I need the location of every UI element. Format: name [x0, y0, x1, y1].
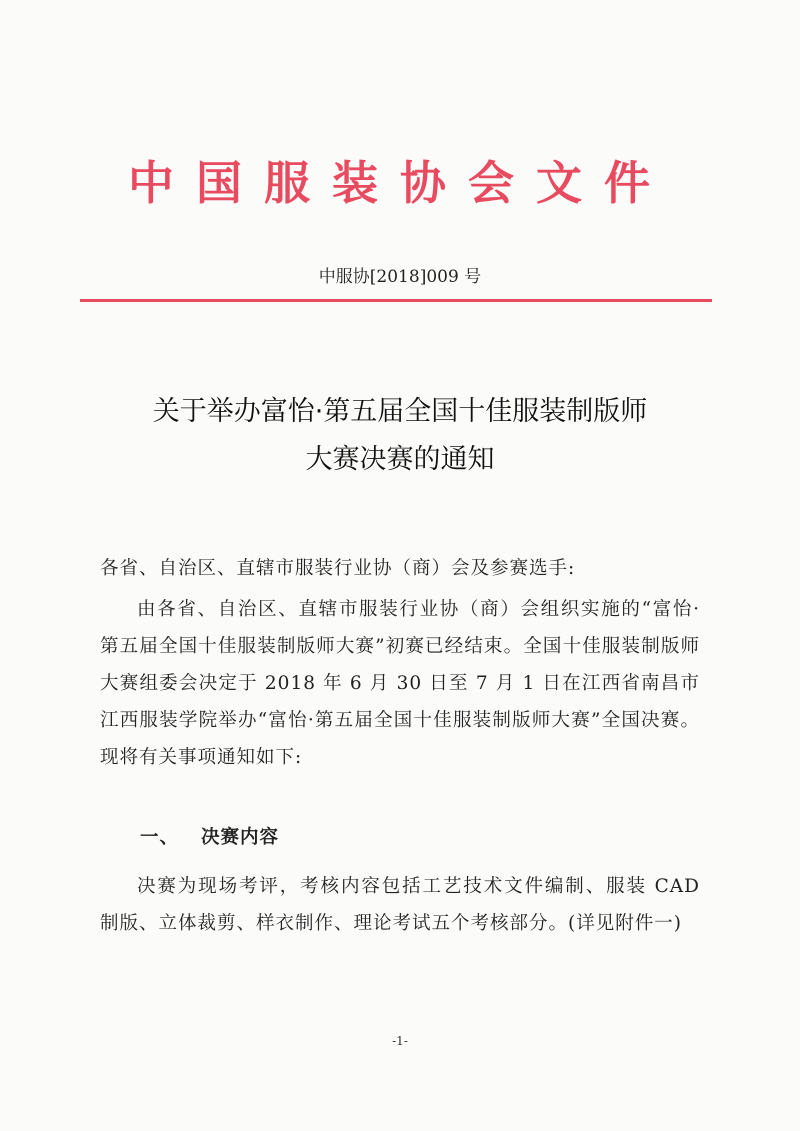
- document-number: 中服协[2018]009 号: [318, 267, 482, 287]
- notice-title: [100, 388, 700, 484]
- page-number: -1-: [392, 1034, 408, 1048]
- notice-body: [100, 550, 700, 942]
- addressee-line: 各省、自治区、直辖市服装行业协（商）会及参赛选手:: [100, 558, 576, 579]
- intro-paragraph: 由各省、自治区、直辖市服装行业协（商）会组织实施的“富怡·第五届全国十佳服装制版师大赛”初赛已经结束。全国十佳服装制版师大赛组委会决定于 2018 年 6 月 30 日至 7 月 1 日在江西省南昌市江西服装学院举办“富怡·第五届全国十佳服装制版师大赛”全国决赛。现将有关事项通知如下:: [100, 599, 700, 768]
- section-1-paragraph: 决赛为现场考评，考核内容包括工艺技术文件编制、服装 CAD 制版、立体裁剪、样衣制作、理论考试五个考核部分。(详见附件一): [100, 876, 700, 934]
- org-document-header: 中国服装协会文件: [128, 156, 672, 210]
- section-heading-1: [100, 819, 700, 856]
- section-heading-text: 决赛内容: [201, 827, 280, 848]
- notice-title-line-1: 关于举办富怡·第五届全国十佳服装制版师: [152, 396, 648, 427]
- section-number: 一、: [140, 827, 180, 848]
- red-divider-line: [80, 299, 712, 302]
- notice-title-line-2: 大赛决赛的通知: [305, 444, 495, 475]
